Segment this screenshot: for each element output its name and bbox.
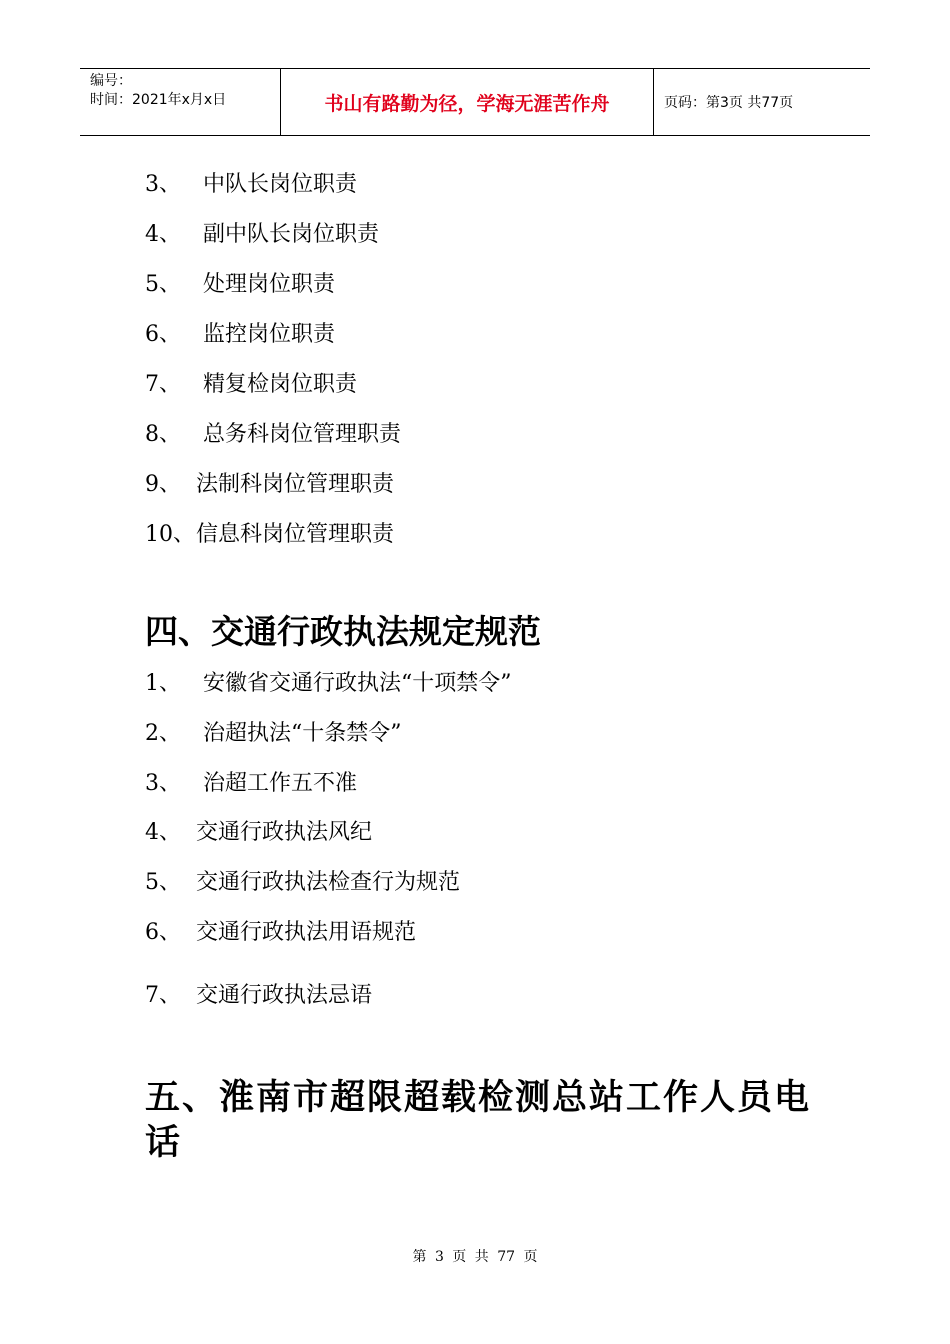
item-number: 3、: [145, 771, 181, 796]
list-item: [145, 470, 394, 500]
list-item: [145, 170, 357, 200]
list-item: [145, 981, 372, 1011]
item-text: 精复检岗位职责: [203, 372, 358, 397]
item-text: 处理岗位职责: [203, 272, 336, 297]
section-heading: 四、交通行政执法规定规范: [145, 612, 541, 651]
item-number: 1、: [145, 671, 181, 696]
header-page-info: 页码：第3页 共77页: [664, 95, 794, 111]
item-number: 3、: [145, 172, 181, 197]
list-item: [145, 520, 394, 550]
header-meta: [80, 69, 281, 135]
time-label: 时间：2021年x月x日: [90, 92, 227, 108]
item-number: 7、: [145, 372, 181, 397]
list-item: [145, 370, 357, 400]
header-motto: 书山有路勤为径，学海无涯苦作舟: [281, 69, 654, 135]
list-item: [145, 220, 379, 250]
list-item: [145, 719, 402, 749]
item-text: 中队长岗位职责: [203, 172, 358, 197]
list-item: [145, 818, 372, 848]
item-number: 4、: [145, 222, 181, 247]
section-heading: 五、淮南市超限超载检测总站工作人员电话: [145, 1077, 812, 1163]
item-number: 10、: [145, 522, 195, 547]
item-number: 2、: [145, 721, 181, 746]
item-text: 副中队长岗位职责: [203, 222, 380, 247]
list-item: [145, 420, 401, 450]
item-text: 信息科岗位管理职责: [196, 522, 395, 547]
item-text: 交通行政执法用语规范: [196, 920, 417, 945]
item-number: 6、: [145, 322, 181, 347]
item-text: 安徽省交通行政执法“十项禁令”: [203, 671, 512, 696]
item-number: 9、: [145, 472, 181, 497]
page-header: [80, 68, 870, 136]
item-number: 4、: [145, 820, 181, 845]
item-number: 5、: [145, 272, 181, 297]
item-number: 7、: [145, 983, 181, 1008]
list-item: [145, 320, 335, 350]
list-item: [145, 868, 460, 898]
item-text: 治超工作五不准: [203, 771, 358, 796]
list-item: [145, 669, 512, 699]
item-text: 监控岗位职责: [203, 322, 336, 347]
item-number: 8、: [145, 422, 181, 447]
item-number: 6、: [145, 920, 181, 945]
list-item: [145, 918, 416, 948]
item-text: 交通行政执法检查行为规范: [196, 870, 461, 895]
item-text: 总务科岗位管理职责: [203, 422, 402, 447]
item-text: 治超执法“十条禁令”: [203, 721, 402, 746]
item-text: 交通行政执法风纪: [196, 820, 373, 845]
item-text: 法制科岗位管理职责: [196, 472, 395, 497]
page-footer: 第 3 页 共 77 页: [412, 1249, 538, 1265]
item-text: 交通行政执法忌语: [196, 983, 373, 1008]
number-label: 编号：: [90, 73, 132, 89]
list-item: [145, 769, 357, 799]
list-item: [145, 270, 335, 300]
item-number: 5、: [145, 870, 181, 895]
